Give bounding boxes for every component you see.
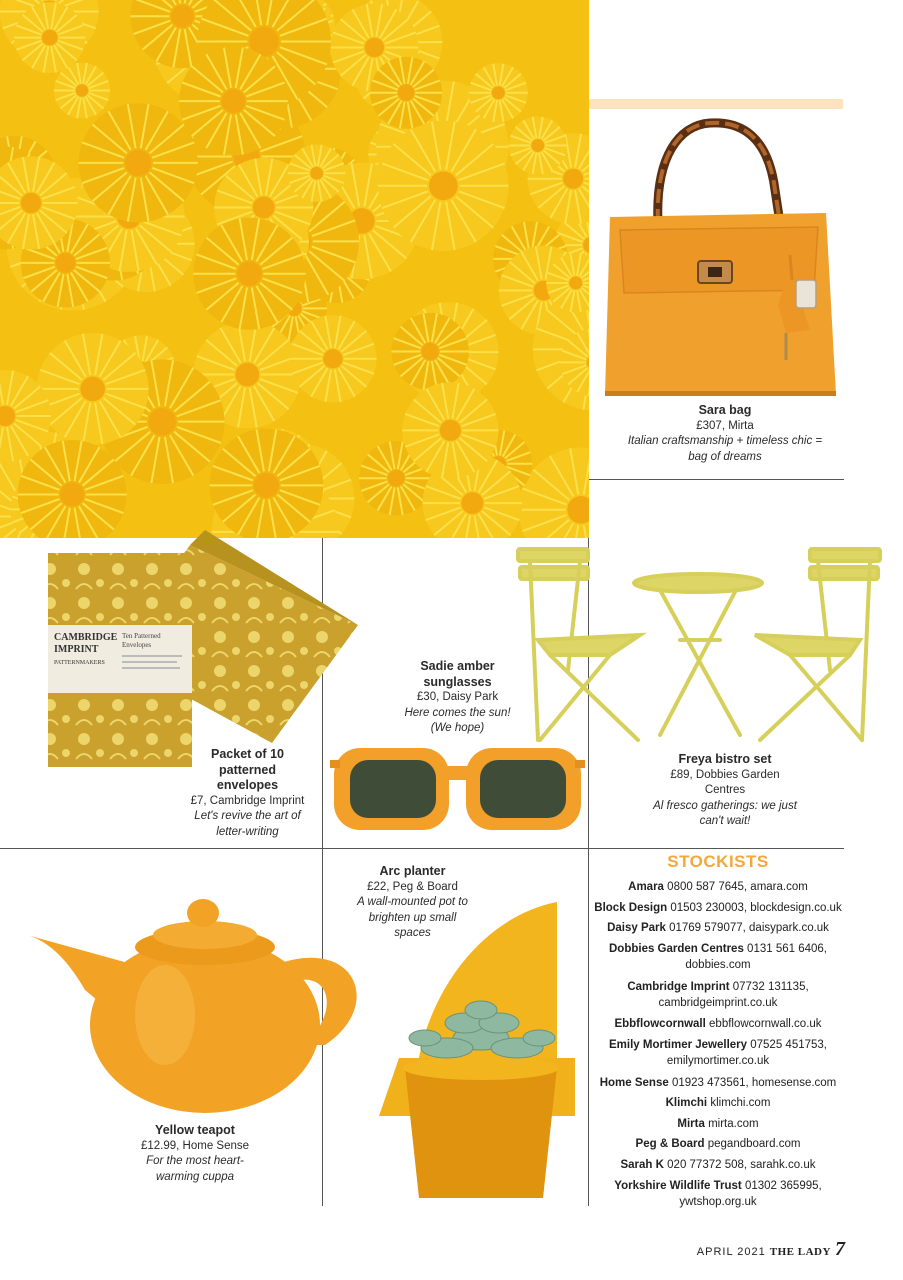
product-note: For the most heart- — [146, 1155, 244, 1167]
stockist-name: Mirta — [677, 1118, 705, 1130]
product-name: envelopes — [216, 778, 279, 792]
stockist-detail: mirta.com — [708, 1118, 759, 1130]
envelope-label-text: PATTERNMAKERS — [54, 660, 105, 666]
envelope-label-text: Ten Patterned — [122, 632, 161, 640]
product-note: bag of dreams — [688, 450, 762, 463]
teapot-caption — [120, 1123, 270, 1185]
stockist-name: Ebbflowcornwall — [614, 1018, 706, 1030]
stockist-detail: 01769 579077, daisypark.co.uk — [669, 922, 829, 934]
stockist-entry — [592, 900, 844, 916]
product-note: Here comes the sun! — [404, 706, 511, 719]
product-price: £30, Daisy Park — [416, 691, 499, 703]
envelope-label-text: CAMBRIDGE — [54, 632, 118, 643]
envelopes-image — [40, 525, 365, 770]
stockist-detail: klimchi.com — [710, 1097, 771, 1109]
stockist-entry — [592, 1095, 844, 1111]
stockist-entry — [592, 1178, 844, 1210]
stockist-name: Block Design — [594, 902, 668, 914]
stockist-detail: pegandboard.com — [707, 1138, 801, 1150]
sunglasses-image — [330, 740, 585, 835]
page-footer — [697, 1238, 845, 1261]
product-note: spaces — [394, 927, 431, 939]
stockist-entry — [592, 979, 844, 1011]
product-note: (We hope) — [430, 722, 485, 734]
stockist-name: Daisy Park — [607, 922, 666, 934]
stockist-name: Sarah K — [620, 1159, 664, 1171]
product-name: Sadie amber — [420, 659, 495, 673]
stockist-detail: 01923 473561, homesense.com — [671, 1077, 837, 1089]
stockist-name: Klimchi — [665, 1097, 708, 1109]
stockist-detail: dobbies.com — [685, 959, 751, 971]
product-price: £307, Mirta — [696, 419, 754, 432]
stockist-detail: 0800 587 7645, amara.com — [667, 881, 808, 893]
stockist-name: Amara — [628, 881, 664, 893]
stockist-name: Peg & Board — [635, 1138, 705, 1150]
product-price: Centres — [704, 784, 746, 796]
teapot-image — [25, 895, 380, 1120]
stockist-detail: 01503 230003, blockdesign.co.uk — [670, 902, 842, 914]
product-name: sunglasses — [423, 674, 492, 689]
stockist-detail: ebbflowcornwall.co.uk — [709, 1018, 822, 1030]
product-note: can't wait! — [699, 815, 751, 827]
product-price: £89, Dobbies Garden — [670, 768, 780, 781]
product-price: £22, Peg & Board — [367, 880, 458, 893]
divider — [0, 848, 844, 849]
product-name: Sara bag — [698, 403, 752, 417]
sara-bag-caption — [600, 403, 850, 465]
stockist-detail: emilymortimer.co.uk — [666, 1055, 770, 1067]
stockist-detail: 020 77372 508, sarahk.co.uk — [667, 1159, 816, 1171]
dandelion-photo — [0, 0, 589, 538]
stockist-entry — [592, 1037, 844, 1069]
magazine-name: THE LADY — [769, 1246, 831, 1258]
bistro-set-caption — [630, 752, 820, 830]
dandelion-pattern — [0, 0, 589, 538]
stockist-name: Cambridge Imprint — [627, 981, 730, 993]
stockist-entry — [592, 941, 844, 973]
stockist-detail: ywtshop.org.uk — [679, 1196, 757, 1208]
envelope-label-text: Envelopes — [122, 641, 152, 649]
product-note: warming cuppa — [156, 1170, 234, 1183]
stockist-name: Yorkshire Wildlife Trust — [614, 1180, 742, 1192]
product-name: Packet of 10 — [211, 747, 284, 761]
product-name: Yellow teapot — [155, 1123, 235, 1137]
stockist-name: Home Sense — [599, 1077, 669, 1089]
arc-planter-image — [375, 898, 585, 1208]
stockist-detail: cambridgeimprint.co.uk — [658, 997, 778, 1009]
stockist-entry — [592, 1136, 844, 1152]
issue-date: APRIL 2021 — [696, 1246, 766, 1258]
product-price: £7, Cambridge Imprint — [190, 794, 305, 807]
stockist-detail: 0131 561 6406, — [747, 943, 827, 955]
product-name: patterned — [219, 762, 276, 777]
stockist-entry — [592, 1075, 844, 1091]
stockist-entry — [592, 1016, 844, 1032]
product-note: Italian craftsmanship + timeless chic = — [627, 435, 823, 447]
divider — [588, 848, 589, 1206]
product-note: Let's revive the art of — [194, 810, 301, 822]
stockist-entry — [592, 920, 844, 936]
product-note: letter-writing — [216, 825, 279, 838]
divider — [589, 479, 844, 480]
product-name: Freya bistro set — [678, 752, 772, 766]
product-note: Al fresco gatherings: we just — [653, 799, 797, 812]
stockists-title: STOCKISTS — [667, 852, 769, 871]
stockist-name: Emily Mortimer Jewellery — [608, 1039, 748, 1051]
stockist-detail: 01302 365995, — [744, 1180, 822, 1192]
bistro-set-image — [510, 545, 890, 745]
page-number: 7 — [835, 1238, 845, 1260]
sara-bag-image — [600, 115, 845, 400]
stockist-detail: 07732 131135, — [732, 981, 809, 993]
stockist-entry — [592, 1116, 844, 1132]
product-note: A wall-mounted pot to — [357, 896, 468, 908]
stockist-entry — [592, 1157, 844, 1173]
stockist-name: Dobbies Garden Centres — [609, 943, 744, 955]
envelopes-caption — [180, 747, 315, 840]
envelope-label-text: IMPRINT — [54, 644, 99, 655]
product-note: brighten up small — [368, 911, 457, 924]
stockist-entry — [592, 879, 844, 895]
accent-bar — [589, 99, 843, 109]
stockist-detail: 07525 451753, — [750, 1039, 827, 1051]
product-price: £12.99, Home Sense — [140, 1139, 250, 1152]
product-name: Arc planter — [379, 864, 446, 878]
